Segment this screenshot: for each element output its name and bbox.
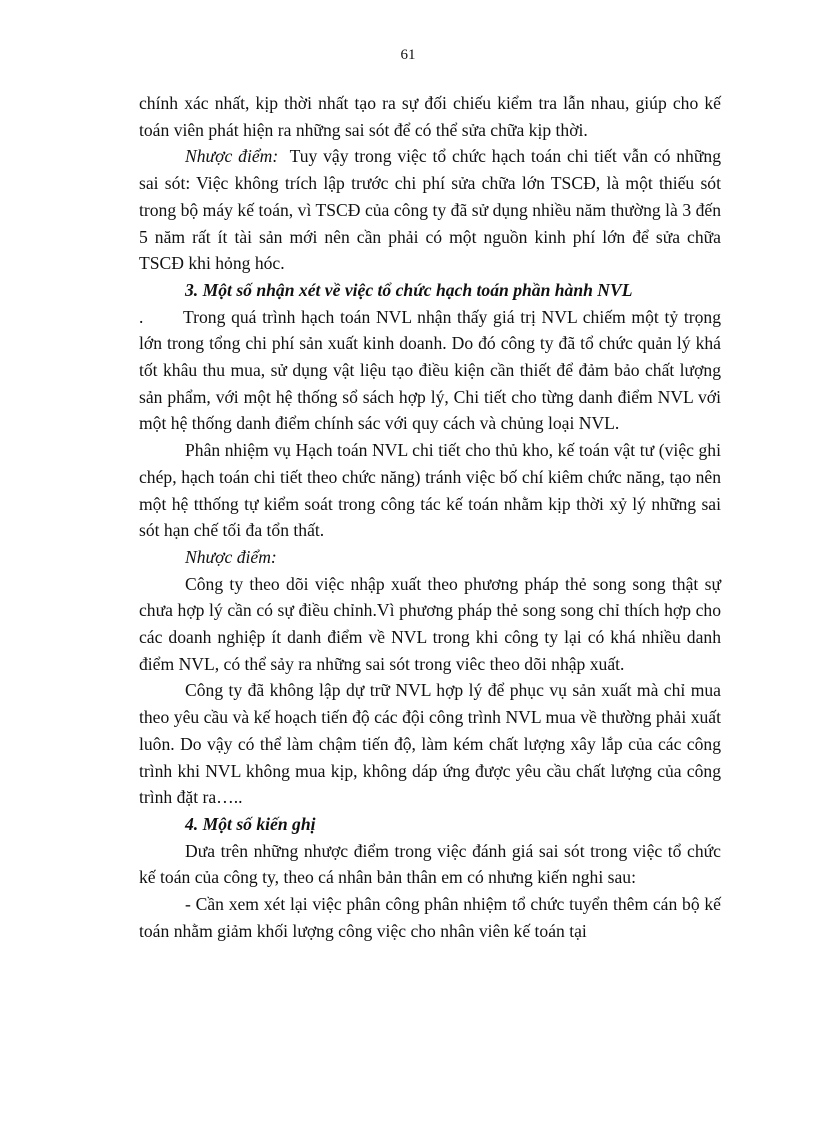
stray-dot: . [139, 306, 144, 327]
weakness-label-2: Nhược điểm: [185, 546, 277, 567]
paragraph-8: Dưa trên những nhược điểm trong việc đánh giá sai sót trong việc tổ chức kế toán của công ty, theo cá nhân bản thân em có nhưng kiến nghi sau: [139, 840, 721, 888]
section-heading-3: 3. Một số nhận xét về việc tổ chức hạch toán phần hành NVL [185, 279, 633, 300]
paragraph-3-text: Trong quá trình hạch toán NVL nhận thấy giá trị NVL chiếm một tỷ trọng lớn trong tổng chi phí sản xuất kinh doanh. Do đó công ty đã tổ chức quản lý khá tốt khâu thu mua, sử dụng vật liệu tạo điều kiện cần thiết để đảm bảo chất lượng sản phẩm, với một hệ thống sổ sách hợp lý, Chi tiết cho từng danh điểm NVL với một hệ thống danh điểm chính sác với quy cách và chủng loại NVL. [139, 306, 721, 434]
paragraph-9: - Cần xem xét lại việc phân công phân nhiệm tổ chức tuyển thêm cán bộ kế toán nhằm giảm khối lượng công việc cho nhân viên kế toán tại [139, 894, 721, 941]
paragraph-3 [139, 304, 721, 438]
section-heading-4: 4. Một số kiến ghị [185, 813, 316, 834]
paragraph-6: Công ty theo dõi việc nhập xuất theo phương pháp thẻ song song thật sự chưa hợp lý cần có sự điều chỉnh.Vì phương pháp thẻ song song chỉ thích hợp cho các doanh nghiệp ít danh điểm về NVL trong khi công ty lại có khá nhiều danh điểm NVL, có thể sảy ra những sai sót trong viêc theo dõi nhập xuất. [139, 573, 721, 674]
page-number: 61 [400, 47, 416, 63]
document-body [139, 90, 721, 945]
paragraph-2 [139, 143, 721, 277]
paragraph-7: Công ty đã không lập dự trữ NVL hợp lý để phục vụ sản xuất mà chỉ mua theo yêu cầu và kế hoạch tiến độ các đội công trình NVL mua về thường phải xuất luôn. Do vậy có thể làm chậm tiến độ, làm kém chất lượng xây lắp của các công trình khi NVL không mua kịp, không dáp ứng được yêu cầu chất lượng của công trình đặt ra….. [139, 680, 721, 808]
paragraph-1: chính xác nhất, kịp thời nhất tạo ra sự đối chiếu kiểm tra lẫn nhau, giúp cho kế toán viên phát hiện ra những sai sót để có thể sửa chữa kịp thời. [139, 93, 721, 140]
weakness-label: Nhược điểm: [185, 146, 279, 167]
paragraph-2-text: Tuy vậy trong việc tổ chức hạch toán chi tiết vẫn có những sai sót: Việc không trích lập trước chi phí sửa chữa lớn TSCĐ, là một thiếu sót trong bộ máy kế toán, vì TSCĐ của công ty đã sử dụng nhiều năm thường là 3 đến 5 năm rất ít tài sản mới nên cần phải có một nguồn kinh phí lớn để sửa chữa TSCĐ khi hỏng hóc. [139, 146, 721, 274]
paragraph-4: Phân nhiệm vụ Hạch toán NVL chi tiết cho thủ kho, kế toán vật tư (việc ghi chép, hạch toán chi tiết theo chức năng) tránh việc bố chí kiêm chức năng, tạo nên một hệ tthống tự kiểm soát trong công tác kế toán nhằm kịp thời xỷ lý những sai sót hạn chế tối đa tổn thất. [139, 440, 721, 541]
